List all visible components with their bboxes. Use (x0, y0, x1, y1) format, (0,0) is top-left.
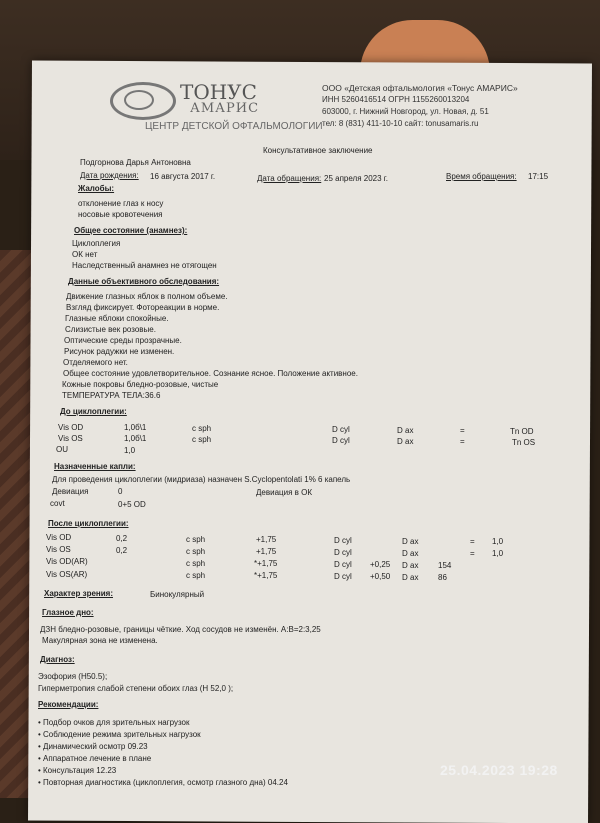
cell: D cyl (334, 548, 352, 557)
fundus-line: Макулярная зона не изменена. (42, 636, 158, 645)
dob-label: Дата рождения: (80, 171, 139, 180)
rec-item: • Консультация 12.23 (38, 766, 117, 775)
deviation-value: 0 (118, 487, 123, 496)
cell: D cyl (332, 425, 350, 434)
org-ids: ИНН 5260416514 ОГРН 1155260013204 (322, 95, 470, 104)
exam-line: Оптические среды прозрачные. (64, 336, 182, 345)
cell: 1,0 (124, 446, 136, 455)
exam-line: ТЕМПЕРАТУРА ТЕЛА:36.6 (62, 391, 161, 400)
cell: c sph (186, 571, 206, 580)
exam-line: Взгляд фиксирует. Фотореакции в норме. (66, 303, 220, 312)
exam-line: Кожные покровы бледно-розовые, чистые (62, 380, 219, 389)
complaint-line: носовые кровотечения (78, 210, 163, 219)
photo-timestamp: 25.04.2023 19:28 (440, 762, 558, 778)
cell: D ax (402, 561, 419, 570)
rec-item: • Аппаратное лечение в плане (38, 754, 152, 763)
cell: Vis OD(AR) (46, 557, 88, 566)
cell: 154 (438, 561, 452, 570)
cell: 1,0 (492, 549, 504, 558)
cell: D cyl (334, 572, 352, 581)
visit-value: 25 апреля 2023 г. (324, 174, 388, 183)
cell: Vis OS (46, 545, 71, 554)
time-value: 17:15 (528, 172, 549, 181)
cell: D ax (402, 549, 419, 558)
rec-item: • Подбор очков для зрительных нагрузок (38, 718, 190, 727)
cell: *+1,75 (254, 571, 278, 580)
cell: +1,75 (256, 535, 277, 544)
diagnosis-line: Гиперметропия слабой степени обоих глаз (Н 52,0 ); (38, 684, 234, 693)
exam-line: Отделяемого нет. (63, 358, 128, 367)
recs-heading: Рекомендации: (38, 700, 99, 709)
doc-title: Консультативное заключение (263, 146, 373, 155)
fundus-line: ДЗН бледно-розовые, границы чёткие. Ход сосудов не изменён. А:В=2:3,25 (40, 625, 321, 634)
anamnesis-line: Циклоплегия (72, 239, 121, 248)
time-label: Время обращения: (446, 172, 517, 181)
deviation-label: Девиация (52, 487, 89, 496)
complaint-line: отклонение глаз к носу (78, 199, 164, 208)
cell: +0,50 (370, 572, 391, 581)
cell: D cyl (332, 436, 350, 445)
cell: 0,2 (116, 534, 128, 543)
org-address: 603000, г. Нижний Новгород, ул. Новая, д. 51 (322, 107, 489, 116)
exam-line: Общее состояние удовлетворительное. Сознание ясное. Положение активное. (63, 369, 358, 378)
anamnesis-heading: Общее состояние (анамнез): (74, 226, 188, 235)
cell: 1,0б\1 (124, 434, 147, 443)
cell: c sph (192, 435, 212, 444)
cell: = (460, 437, 465, 446)
cell: Vis OS(AR) (46, 570, 88, 579)
cell: c sph (192, 424, 212, 433)
before-heading: До циклоплегии: (60, 407, 127, 416)
drops-heading: Назначенные капли: (54, 462, 136, 471)
drops-line: Для проведения циклоплегии (мидриаза) назначен S.Cyclopentolati 1% 6 капель (52, 475, 351, 484)
exam-line: Рисунок радужки не изменен. (64, 347, 175, 356)
after-heading: После циклоплегии: (48, 519, 129, 528)
cell: = (470, 549, 475, 558)
cell: = (460, 426, 465, 435)
covt-value: 0+5 OD (118, 500, 146, 509)
exam-line: Слизистые век розовые. (65, 325, 156, 334)
complaints-heading: Жалобы: (78, 184, 115, 193)
cell: Tn OS (512, 438, 536, 447)
org-name: ООО «Детская офтальмология «Тонус АМАРИС» (322, 83, 518, 93)
cell: 86 (438, 573, 447, 582)
cell: Tn OD (510, 427, 534, 436)
cell: c sph (186, 535, 206, 544)
cell: = (470, 537, 475, 546)
cell: D ax (402, 537, 419, 546)
cell: D cyl (334, 560, 352, 569)
diagnosis-line: Эзофория (Н50.5); (38, 672, 108, 681)
cell: *+1,75 (254, 559, 278, 568)
vision-value: Бинокулярный (150, 590, 205, 599)
vision-label: Характер зрения: (44, 589, 113, 598)
cell: 1,0б\1 (124, 423, 147, 432)
logo-tagline: ЦЕНТР ДЕТСКОЙ ОФТАЛЬМОЛОГИИ (145, 121, 323, 132)
covt-label: covt (50, 499, 65, 508)
cell: c sph (186, 547, 206, 556)
visit-label: Дата обращения: (257, 174, 322, 183)
logo-brand: ТОНУС (180, 80, 257, 104)
rec-item: • Повторная диагностика (циклоплегия, осмотр глазного дна) 04.24 (38, 778, 288, 787)
cell: D cyl (334, 536, 352, 545)
dob-value: 16 августа 2017 г. (150, 172, 216, 181)
cell: c sph (186, 559, 206, 568)
rec-item: • Динамический осмотр 09.23 (38, 742, 148, 751)
cell: Vis OS (58, 434, 83, 443)
anamnesis-line: ОК нет (72, 250, 98, 259)
exam-heading: Данные объективного обследования: (68, 277, 220, 286)
cell: +0,25 (370, 560, 391, 569)
deviation-ok: Девиация в ОК (256, 488, 312, 497)
cell: +1,75 (256, 547, 277, 556)
cell: 1,0 (492, 537, 504, 546)
cell: Vis OD (58, 423, 84, 432)
org-contacts: тел: 8 (831) 411-10-10 сайт: tonusamaris.ru (322, 119, 479, 128)
rec-item: • Соблюдение режима зрительных нагрузок (38, 730, 201, 739)
cell: 0,2 (116, 546, 128, 555)
cell: D ax (397, 437, 414, 446)
cell: D ax (402, 573, 419, 582)
cell: OU (56, 445, 68, 454)
logo-brand-sub: АМАРИС (190, 101, 260, 116)
exam-line: Движение глазных яблок в полном объеме. (66, 292, 228, 301)
cell: D ax (397, 426, 414, 435)
cell: Vis OD (46, 533, 72, 542)
patient-name: Подгорнова Дарья Антоновна (80, 158, 191, 167)
exam-line: Глазные яблоки спокойные. (65, 314, 169, 323)
diagnosis-heading: Диагноз: (40, 655, 75, 664)
fundus-heading: Глазное дно: (42, 608, 94, 617)
logo-eye-pupil-icon (124, 90, 154, 110)
anamnesis-line: Наследственный анамнез не отягощен (72, 261, 217, 270)
